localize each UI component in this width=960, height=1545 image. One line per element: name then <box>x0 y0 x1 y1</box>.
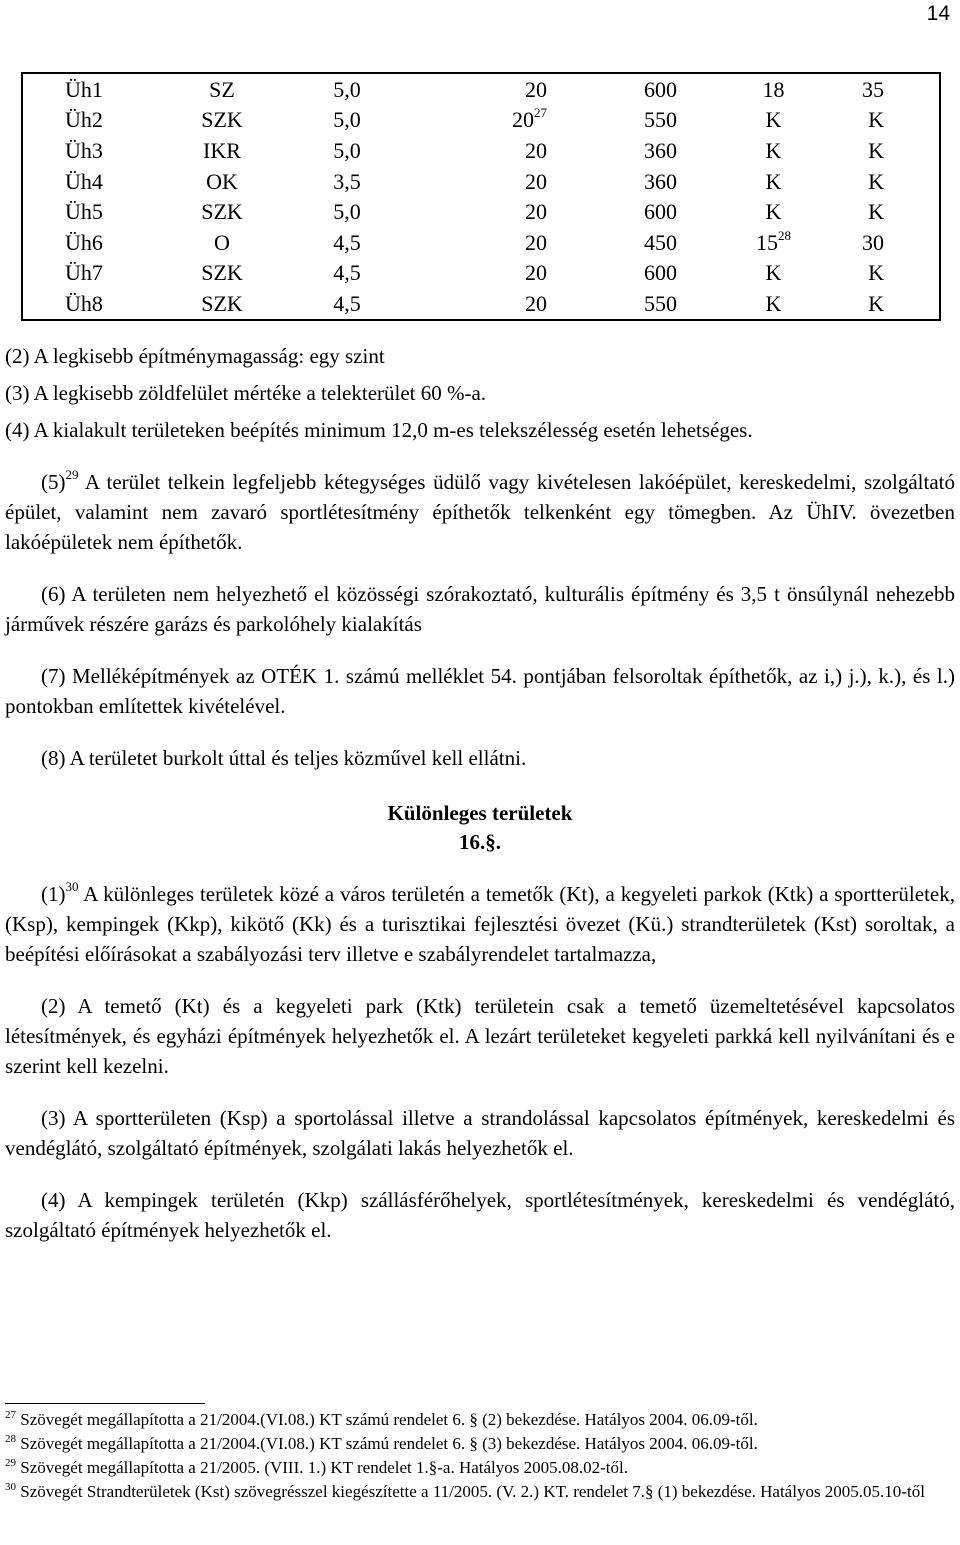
footnote-number: 29 <box>5 1457 16 1469</box>
paragraph-5-text: A terület telkein legfeljebb kétegységes üdülő vagy kivételesen lakóépület, kereskedelmi, szolgáltató épület, valamint nem zavaró sportlétesítmény építhetők telkenként egy tömegben. Az ÜhIV. övezetben lakóépületek nem építhetők. <box>5 470 955 554</box>
table-cell <box>282 135 412 166</box>
cell-value: Üh4 <box>65 168 103 194</box>
table-row <box>22 166 940 197</box>
cell-value: K <box>765 137 782 163</box>
table-cell <box>282 105 412 136</box>
cell-value: IKR <box>203 137 241 163</box>
table-row <box>22 73 940 105</box>
cell-value: 20 <box>525 199 547 225</box>
paragraph-8: (8) A területet burkolt úttal és teljes közművel kell ellátni. <box>41 746 527 770</box>
cell-value: K <box>868 290 884 316</box>
section-number: 16.§. <box>459 830 501 854</box>
cell-value: 550 <box>644 290 677 316</box>
cell-value: SZK <box>201 260 243 286</box>
table-cell <box>707 135 840 166</box>
cell-value: K <box>868 107 884 133</box>
table-cell <box>162 166 282 197</box>
footnote-ref: 28 <box>778 227 791 243</box>
paragraph-2: (2) A legkisebb építménymagasság: egy szint <box>5 344 385 368</box>
cell-value: K <box>868 168 884 194</box>
cell-value: 30 <box>862 229 884 255</box>
table-cell <box>840 258 940 289</box>
table-cell <box>282 196 412 227</box>
table-cell <box>840 105 940 136</box>
cell-value: 600 <box>644 260 677 286</box>
cell-value: 5,0 <box>333 107 361 133</box>
table-cell <box>412 196 562 227</box>
section-paragraph-3: (3) A sportterületen (Ksp) a sportolással illetve a strandolással kapcsolatos építmények, kereskedelmi és vendéglátó, szolgáltató építmények, szolgálati lakás helyezhetők el. <box>5 1106 955 1160</box>
section-paragraph-4: (4) A kempingek területén (Kkp) szállásférőhelyek, sportlétesítmények, kereskedelmi és vendéglátó, szolgáltató építmények helyezhetők el. <box>5 1188 955 1242</box>
cell-value: 360 <box>644 168 677 194</box>
table-cell <box>22 196 162 227</box>
table-cell <box>282 227 412 258</box>
table-cell <box>840 288 940 320</box>
cell-value: 600 <box>644 76 677 102</box>
cell-value: Üh3 <box>65 137 103 163</box>
cell-value: SZK <box>201 199 243 225</box>
zoning-table <box>21 72 941 321</box>
table-cell <box>840 166 940 197</box>
footnote-ref: 27 <box>534 105 547 121</box>
table-row <box>22 227 940 258</box>
footnote-text: Szövegét megállapította a 21/2005. (VIII. 1.) KT rendelet 1.§-a. Hatályos 2005.08.02-től. <box>20 1458 628 1477</box>
table-row <box>22 196 940 227</box>
cell-value: 4,5 <box>333 229 361 255</box>
table-cell <box>840 227 940 258</box>
table-row <box>22 288 940 320</box>
cell-value: 35 <box>862 76 884 102</box>
table-cell <box>22 288 162 320</box>
footnote <box>5 1408 955 1432</box>
table-cell <box>840 73 940 105</box>
table-row <box>22 135 940 166</box>
table-cell <box>562 196 707 227</box>
table-cell <box>707 288 840 320</box>
table-cell <box>22 73 162 105</box>
table-cell <box>22 135 162 166</box>
table-cell <box>412 73 562 105</box>
table-cell <box>162 73 282 105</box>
cell-value: K <box>868 260 884 286</box>
table-cell <box>562 288 707 320</box>
table-cell <box>412 105 562 136</box>
cell-value: O <box>214 229 230 255</box>
section-paragraph-1 <box>5 879 955 969</box>
cell-value: 20 <box>525 168 547 194</box>
table-cell <box>707 73 840 105</box>
cell-value: K <box>765 260 782 286</box>
paragraph-5-lead: (5) <box>41 470 66 494</box>
paragraph-3: (3) A legkisebb zöldfelület mértéke a telekterület 60 %-a. <box>5 381 487 405</box>
footnote-ref-29: 29 <box>65 467 79 482</box>
cell-value: 15 <box>756 229 778 255</box>
table-cell <box>707 166 840 197</box>
table-cell <box>162 258 282 289</box>
footnote-number: 28 <box>5 1433 16 1445</box>
table-cell <box>562 258 707 289</box>
table-cell <box>562 166 707 197</box>
paragraph-7: (7) Melléképítmények az OTÉK 1. számú melléklet 54. pontjában felsoroltak építhetők, az i,) j.), k.), és l.) pontokban említettek kivételével. <box>5 664 955 718</box>
cell-value: Üh1 <box>65 76 103 102</box>
footnote-separator <box>5 1403 205 1404</box>
cell-value: K <box>765 199 782 225</box>
table-cell <box>707 105 840 136</box>
cell-value: Üh7 <box>65 260 103 286</box>
table-cell <box>562 73 707 105</box>
table-cell <box>412 227 562 258</box>
cell-value: 360 <box>644 137 677 163</box>
table-cell <box>162 105 282 136</box>
cell-value: 4,5 <box>333 260 361 286</box>
table-cell <box>22 105 162 136</box>
cell-value: 4,5 <box>333 290 361 316</box>
cell-value: Üh6 <box>65 229 103 255</box>
cell-value: 600 <box>644 199 677 225</box>
table-cell <box>162 288 282 320</box>
section-paragraph-2: (2) A temető (Kt) és a kegyeleti park (Ktk) területein csak a temető üzemeltetésével kapcsolatos létesítmények, és egyházi építmények helyezhetők el. A lezárt területeket kegyeleti parkká kell nyilvánítani és e szerint kell kezelni. <box>5 994 955 1078</box>
cell-value: K <box>765 290 782 316</box>
table-cell <box>840 196 940 227</box>
page-number: 14 <box>926 2 950 25</box>
table-cell <box>282 166 412 197</box>
cell-value: 20 <box>525 260 547 286</box>
cell-value: 20 <box>525 290 547 316</box>
table-cell <box>562 105 707 136</box>
footnote-ref-30: 30 <box>65 879 79 894</box>
cell-value: Üh5 <box>65 199 103 225</box>
table-cell <box>707 196 840 227</box>
table-cell <box>162 135 282 166</box>
cell-value: SZK <box>201 107 243 133</box>
cell-value: OK <box>206 168 238 194</box>
table-cell <box>707 227 840 258</box>
table-cell <box>707 258 840 289</box>
cell-value: K <box>765 168 782 194</box>
cell-value: 20 <box>512 107 534 133</box>
cell-value: 5,0 <box>333 76 361 102</box>
table-row <box>22 258 940 289</box>
footnote-text: Szövegét megállapította a 21/2004.(VI.08.) KT számú rendelet 6. § (2) bekezdése. Hatályos 2004. 06.09-től. <box>20 1410 758 1429</box>
cell-value: 20 <box>525 137 547 163</box>
table-cell <box>412 166 562 197</box>
paragraph-4: (4) A kialakult területeken beépítés minimum 12,0 m-es telekszélesség esetén lehetséges. <box>5 418 753 442</box>
section-paragraph-1-text: A különleges területek közé a város területén a temetők (Kt), a kegyeleti parkok (Ktk) a sportterületek, (Ksp), kempingek (Kkp), kikötő (Kk) és a turisztikai fejlesztési övezet (Kü.) strandterületek (Kst) soroltak, a beépítési előírásokat a szabályozási terv illetve e szabályrendelet tartalmazza, <box>5 882 955 966</box>
cell-value: 450 <box>644 229 677 255</box>
cell-value: SZK <box>201 290 243 316</box>
table-cell <box>562 227 707 258</box>
footnote-text: Szövegét megállapította a 21/2004.(VI.08.) KT számú rendelet 6. § (3) bekezdése. Hatályos 2004. 06.09-től. <box>20 1434 758 1453</box>
table-cell <box>840 135 940 166</box>
table-cell <box>412 258 562 289</box>
cell-value: K <box>868 137 884 163</box>
paragraph-5 <box>5 467 955 557</box>
table-row <box>22 105 940 136</box>
cell-value: 18 <box>762 76 785 102</box>
cell-value: 20 <box>525 76 547 102</box>
cell-value: 5,0 <box>333 137 361 163</box>
cell-value: Üh2 <box>65 107 103 133</box>
table-cell <box>562 135 707 166</box>
table-cell <box>412 135 562 166</box>
footnote-text: Szövegét Strandterületek (Kst) szövegrésszel kiegészítette a 11/2005. (V. 2.) KT. rendelet 7.§ (1) bekezdése. Hatályos 2005.05.10-től <box>20 1482 925 1501</box>
cell-value: 550 <box>644 107 677 133</box>
footnote-number: 30 <box>5 1481 16 1493</box>
cell-value: SZ <box>209 76 235 102</box>
table-cell <box>282 258 412 289</box>
table-cell <box>162 227 282 258</box>
table-cell <box>22 166 162 197</box>
cell-value: 3,5 <box>333 168 361 194</box>
table-cell <box>22 227 162 258</box>
footnote <box>5 1456 955 1480</box>
footnotes <box>5 1408 955 1504</box>
table-cell <box>412 288 562 320</box>
cell-value: Üh8 <box>65 290 103 316</box>
section-paragraph-1-lead: (1) <box>41 882 66 906</box>
footnote-number: 27 <box>5 1409 16 1421</box>
main-text <box>5 341 955 1245</box>
table-cell <box>282 73 412 105</box>
footnote <box>5 1432 955 1456</box>
paragraph-6: (6) A területen nem helyezhető el közösségi szórakoztató, kulturális építmény és 3,5 t önsúlynál nehezebb járművek részére garázs és parkolóhely kialakítás <box>5 582 955 636</box>
cell-value: 5,0 <box>333 199 361 225</box>
cell-value: K <box>765 107 782 133</box>
cell-value: K <box>868 199 884 225</box>
table-cell <box>162 196 282 227</box>
table-cell <box>282 288 412 320</box>
table-cell <box>22 258 162 289</box>
cell-value: 20 <box>525 229 547 255</box>
section-title: Különleges területek <box>387 801 573 825</box>
footnote <box>5 1480 955 1504</box>
